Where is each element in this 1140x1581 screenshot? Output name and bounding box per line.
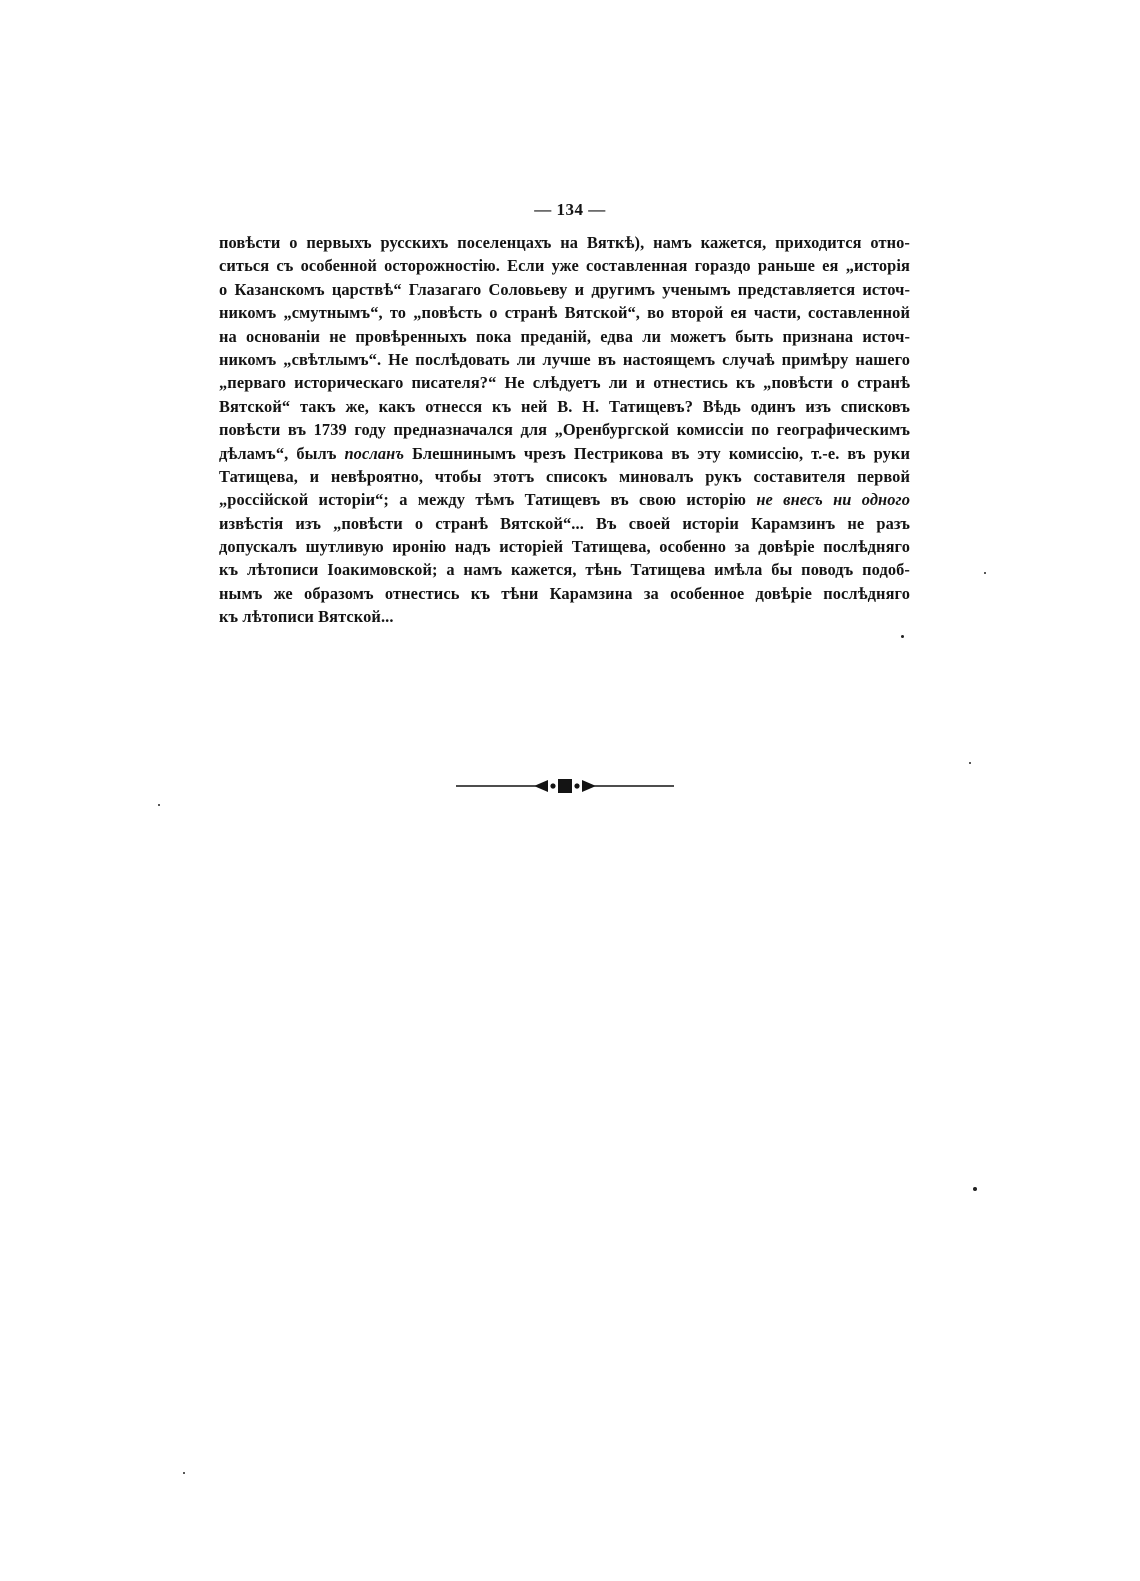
- ornament-divider: [456, 775, 674, 797]
- text-line: къ лѣтописи Вятской...: [219, 607, 394, 627]
- scan-speck: [969, 762, 971, 764]
- emphasis-text: не внесъ ни одного: [756, 490, 910, 510]
- text-segment: Блешнинымъ чрезъ Пестрикова въ эту комиссію, т.-е. въ руки: [404, 443, 910, 463]
- scan-speck: [183, 1472, 185, 1474]
- text-line: никомъ „смутнымъ“, то „повѣсть о странѣ Вятской“, во второй ея части, составленной: [219, 303, 910, 323]
- text-line: повѣсти въ 1739 году предназначался для „Оренбургской комиссіи по географическимъ: [219, 420, 910, 440]
- text-line: [219, 488, 910, 511]
- text-line: „перваго историческаго писателя?“ Не слѣдуетъ ли и отнестись къ „повѣсти о странѣ: [219, 373, 910, 393]
- scan-speck: [158, 804, 160, 806]
- text-segment: дѣламъ“, былъ: [219, 443, 345, 463]
- text-line: никомъ „свѣтлымъ“. Не послѣдовать ли лучше въ настоящемъ случаѣ примѣру нашего: [219, 349, 910, 369]
- text-line: Вятской“ такъ же, какъ отнесся къ ней В. Н. Татищевъ? Вѣдь одинъ изъ списковъ: [219, 396, 910, 416]
- text-line: Татищева, и невѣроятно, чтобы этотъ списокъ миновалъ рукъ составителя первой: [219, 466, 910, 486]
- text-line: о Казанскомъ царствѣ“ Глазагаго Соловьеву и другимъ ученымъ представляется источ-: [219, 279, 910, 299]
- scan-speck: [901, 635, 904, 638]
- emphasis-text: посланъ: [344, 443, 405, 463]
- page-number: — 134 —: [534, 200, 606, 219]
- scan-speck: [984, 572, 986, 574]
- text-line: на основаніи не провѣренныхъ пока преданій, едва ли можетъ быть признана источ-: [219, 326, 910, 346]
- text-line: [219, 442, 910, 465]
- text-line: извѣстія изъ „повѣсти о странѣ Вятской“... Въ своей исторіи Карамзинъ не разъ: [219, 513, 910, 533]
- body-text: [219, 231, 910, 629]
- text-line: нымъ же образомъ отнестись къ тѣни Карамзина за особенное довѣріе послѣдняго: [219, 583, 910, 603]
- scan-speck: [973, 1187, 977, 1191]
- text-segment: „россійской исторіи“; а между тѣмъ Татищевъ въ свою исторію: [219, 490, 757, 510]
- text-line: ситься съ особенной осторожностію. Если уже составленная гораздо раньше ея „исторія: [219, 256, 910, 276]
- text-line: къ лѣтописи Іоакимовской; а намъ кажется, тѣнь Татищева имѣла бы поводъ подоб-: [219, 560, 910, 580]
- text-line: допускалъ шутливую иронію надъ исторіей Татищева, особенно за довѣріе послѣдняго: [219, 537, 910, 557]
- text-line: повѣсти о первыхъ русскихъ поселенцахъ на Вяткѣ), намъ кажется, приходится отно-: [219, 233, 910, 252]
